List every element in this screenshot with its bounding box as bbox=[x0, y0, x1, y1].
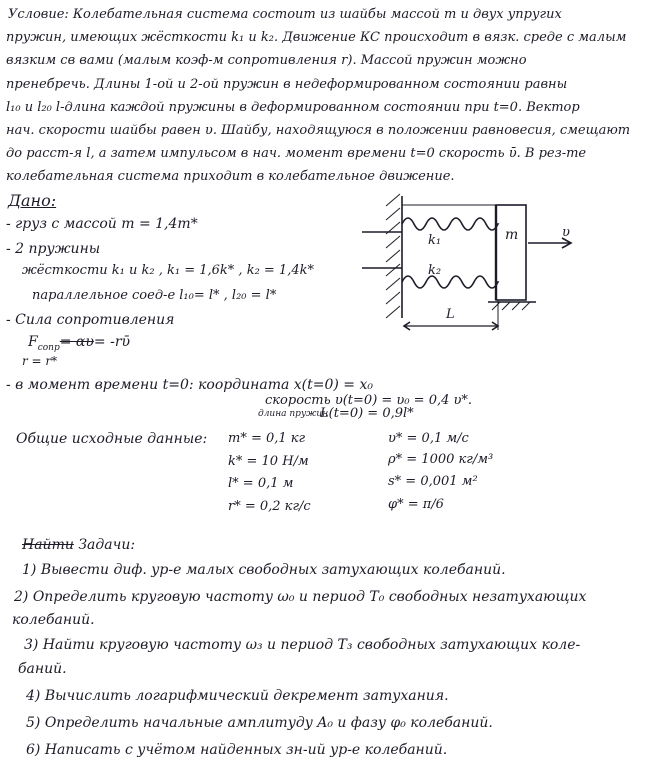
condition-line-7: до расст-я l, а затем импульсом в нач. момент времени t=0 скорость ῡ. В рез-те bbox=[6, 146, 587, 161]
condition-line-5: l₁₀ и l₂₀ l-длина каждой пружины в деформированном состоянии при t=0. Вектор bbox=[6, 100, 580, 115]
task-item-1: 1) Вывести диф. ур-е малых свободных затухающих колебаний. bbox=[22, 562, 506, 578]
common-s: s* = 0,001 м² bbox=[388, 474, 478, 489]
given-springs-head: - 2 пружины bbox=[6, 241, 101, 257]
condition-line-1: Условие: Колебательная система состоит из шайбы массой m и двух упругих bbox=[8, 7, 562, 22]
given-t0-head: - в момент времени t=0: координата x(t=0) = x₀ bbox=[6, 377, 373, 393]
common-v: υ* = 0,1 м/с bbox=[388, 431, 469, 446]
common-r: r* = 0,2 кг/с bbox=[228, 499, 311, 514]
given-resistance-head: - Сила сопротивления bbox=[6, 312, 175, 328]
common-k: k* = 10 Н/м bbox=[228, 454, 309, 469]
label-v: υ bbox=[562, 225, 570, 240]
task-item-3: 3) Найти круговую частоту ω₃ и период T₃ свободных затухающих коле- bbox=[24, 637, 581, 653]
force-symbol: F bbox=[28, 334, 38, 350]
common-data-head: Общие исходные данные: bbox=[16, 431, 208, 447]
task-item-6: 6) Написать с учётом найденных зн-ий ур-е колебаний. bbox=[26, 742, 448, 758]
label-m: m bbox=[505, 227, 519, 243]
force-subscript: сопр bbox=[37, 342, 60, 353]
given-r: r = r* bbox=[22, 354, 58, 368]
given-springs-k: жёсткости k₁ и k₂ , k₁ = 1,6k* , k₂ = 1,4k* bbox=[22, 263, 314, 278]
task-item-2-cont: колебаний. bbox=[12, 612, 95, 628]
condition-line-8: колебательная система приходит в колебательное движение. bbox=[6, 169, 455, 184]
spring-k2 bbox=[402, 276, 498, 288]
given-title: Дано: bbox=[8, 191, 57, 210]
spring-k1 bbox=[402, 218, 498, 230]
given-lengths: параллельное соед-е l₁₀= l* , l₂₀ = l* bbox=[32, 288, 277, 303]
wall-hatching bbox=[386, 194, 400, 318]
tasks-struck-word: Найти bbox=[22, 537, 74, 553]
condition-line-6: нач. скорости шайбы равен υ. Шайбу, находящуюся в положении равновесия, смещают bbox=[6, 123, 631, 138]
tasks-head bbox=[22, 538, 135, 552]
condition-line-4: пренебречь. Длины 1-ой и 2-ой пружин в недеформированном состоянии равны bbox=[6, 77, 568, 92]
label-L: L bbox=[446, 307, 455, 322]
puck-block bbox=[496, 205, 526, 300]
task-item-5: 5) Определить начальные амплитуду A₀ и фазу φ₀ колебаний. bbox=[26, 715, 493, 731]
common-rho: ρ* = 1000 кг/м³ bbox=[388, 452, 494, 467]
force-equation: = -rῡ bbox=[93, 334, 131, 350]
common-m: m* = 0,1 кг bbox=[228, 431, 306, 446]
task-item-4: 4) Вычислить логарифмический декремент затухания. bbox=[26, 688, 449, 704]
tasks-head-label: Задачи: bbox=[73, 537, 136, 553]
given-velocity: скорость υ(t=0) = υ₀ = 0,4 υ*. bbox=[265, 393, 473, 408]
label-k2: k₂ bbox=[428, 263, 442, 278]
task-item-2: 2) Определить круговую частоту ω₀ и период T₀ свободных незатухающих bbox=[14, 589, 587, 605]
label-k1: k₁ bbox=[428, 233, 442, 248]
common-phi: φ* = π/6 bbox=[388, 497, 444, 512]
given-spring-length-value: L(t=0) = 0,9l* bbox=[320, 406, 414, 421]
condition-line-3: вязким св вами (малым коэф-м сопротивления r). Массой пружин можно bbox=[6, 53, 527, 68]
force-struck-term: = αυ bbox=[59, 334, 94, 350]
given-mass: - груз с массой m = 1,4m* bbox=[6, 216, 198, 232]
given-spring-length-label: длина пружин bbox=[258, 409, 329, 419]
common-l: l* = 0,1 м bbox=[228, 476, 294, 491]
condition-line-2: пружин, имеющих жёсткости k₁ и k₂. Движение КС происходит в вязк. среде с малым bbox=[6, 30, 627, 45]
task-item-3-cont: баний. bbox=[18, 661, 67, 677]
